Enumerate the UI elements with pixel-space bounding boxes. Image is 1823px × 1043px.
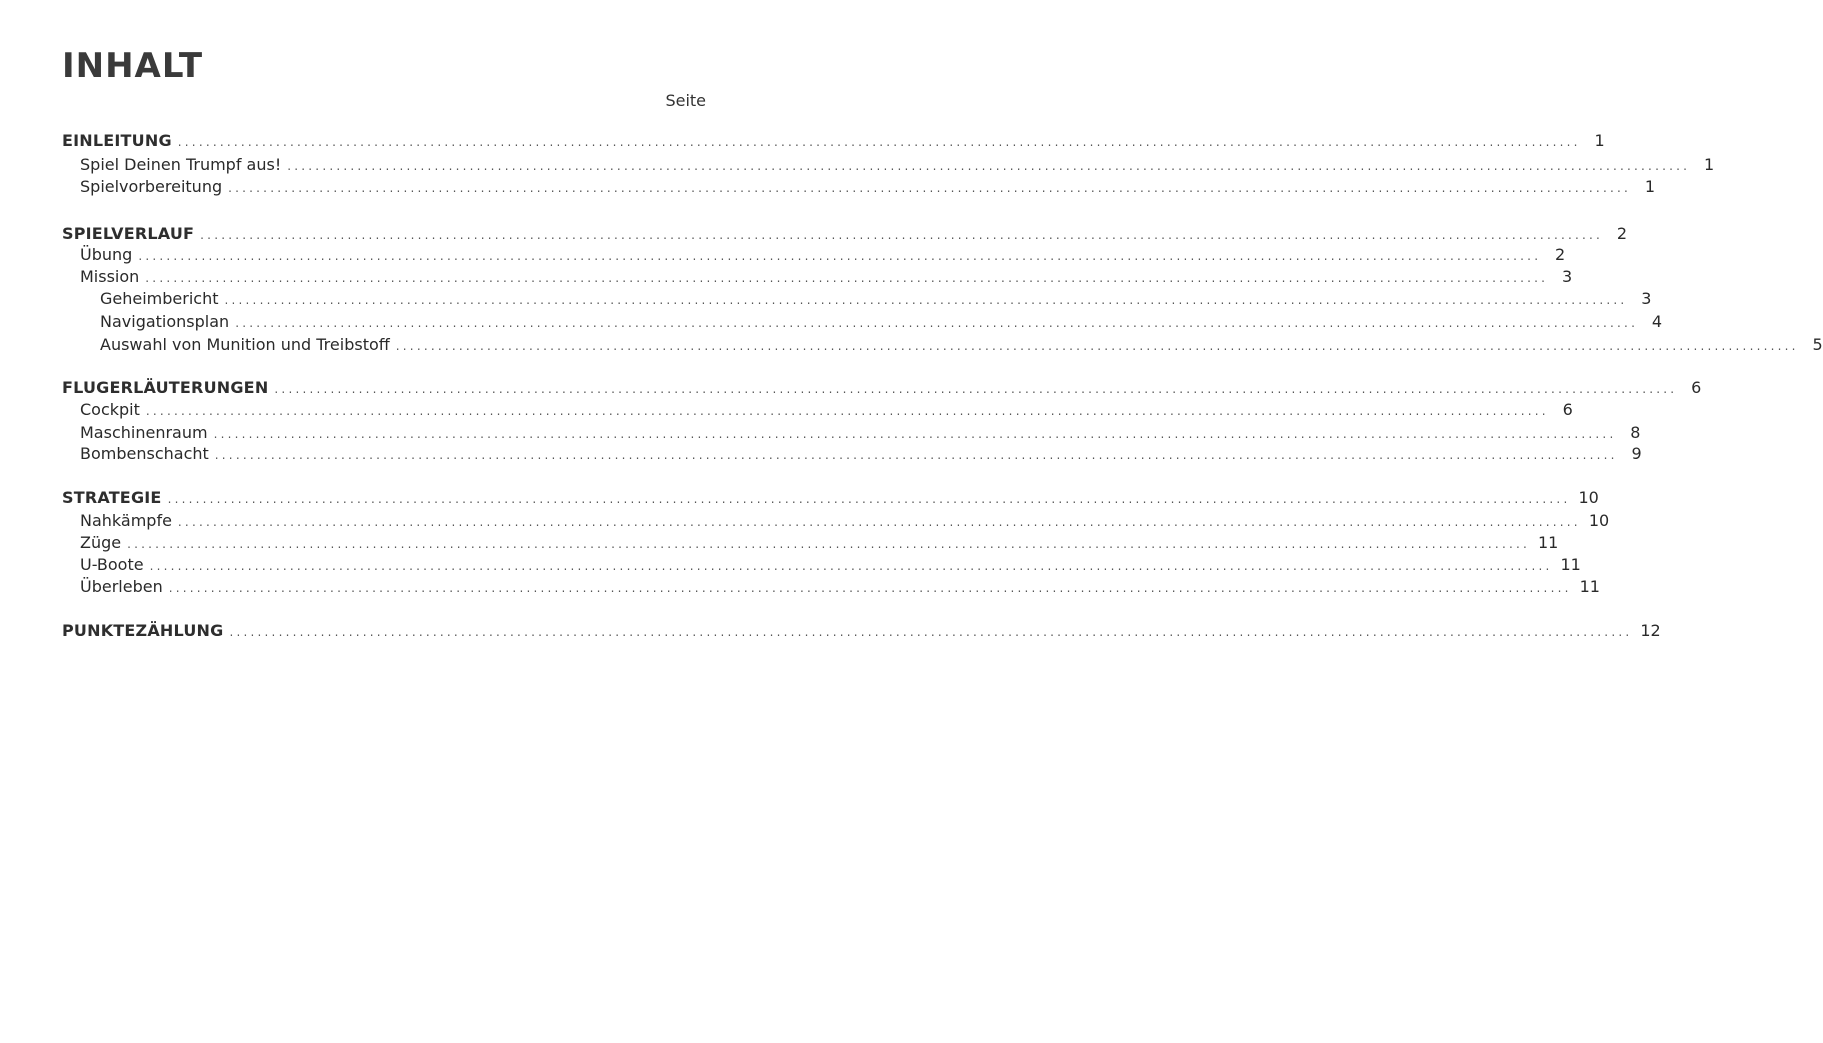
toc-page-number: 6: [1562, 400, 1573, 419]
toc-page-number: 10: [1578, 488, 1599, 507]
toc-entry: [62, 289, 1652, 311]
toc-entry-label: Nahkämpfe: [80, 511, 172, 530]
toc-leader-dots: ........................................................................................................................................................................................................: [145, 271, 1549, 285]
page-column-label: Seite: [665, 91, 706, 110]
toc-page-number: 1: [1703, 155, 1715, 174]
toc-page-number: 9: [1631, 444, 1642, 463]
toc-entry: [62, 245, 1566, 267]
toc-page-number: 11: [1538, 533, 1559, 552]
toc-leader-dots: ........................................................................................................................................................................................................: [149, 559, 1553, 573]
toc-entry-label: Maschinenraum: [80, 423, 208, 442]
toc-page-number: 3: [1562, 267, 1573, 286]
toc-leader-dots: ........................................................................................................................................................................................................: [214, 448, 1618, 462]
toc-entry: [62, 312, 1663, 334]
toc-page-number: 10: [1588, 511, 1610, 530]
toc-entry: [62, 155, 1715, 177]
toc-leader-dots: ........................................................................................................................................................................................................: [213, 427, 1617, 441]
toc-entry-label: STRATEGIE: [62, 488, 162, 507]
toc-page-number: 12: [1640, 621, 1661, 640]
toc-leader-dots: ........................................................................................................................................................................................................: [138, 249, 1542, 263]
toc-entry-label: Spiel Deinen Trumpf aus!: [80, 155, 282, 174]
toc-entry: [62, 378, 1702, 400]
toc-leader-dots: ........................................................................................................................................................................................................: [274, 382, 1678, 396]
toc-entry: [62, 335, 1823, 357]
toc-leader-dots: ........................................................................................................................................................................................................: [395, 339, 1799, 353]
toc-entry: [62, 488, 1599, 510]
toc-page-number: 2: [1555, 245, 1566, 264]
toc-page-number: 8: [1630, 423, 1641, 442]
toc-entry-label: FLUGERLÄUTERUNGEN: [62, 378, 269, 397]
toc-entry-label: PUNKTEZÄHLUNG: [62, 621, 224, 640]
toc-entry-label: Bombenschacht: [80, 444, 209, 463]
toc-entry: [62, 177, 1655, 199]
toc-leader-dots: ........................................................................................................................................................................................................: [177, 515, 1581, 529]
toc-entry-label: Übung: [80, 245, 133, 264]
toc-leader-dots: ........................................................................................................................................................................................................: [167, 492, 1571, 506]
toc-entry: [62, 423, 1641, 445]
toc-entry: [62, 511, 1610, 533]
toc-entry: [62, 533, 1559, 555]
toc-entry-label: EINLEITUNG: [62, 131, 172, 150]
toc-entry: [62, 621, 1661, 643]
toc-leader-dots: ........................................................................................................................................................................................................: [287, 159, 1691, 173]
toc-entry-label: U-Boote: [80, 555, 144, 574]
toc-entry: [62, 444, 1642, 466]
toc-leader-dots: ........................................................................................................................................................................................................: [168, 581, 1572, 595]
toc-entry-label: Mission: [80, 267, 140, 286]
toc-leader-dots: ........................................................................................................................................................................................................: [229, 625, 1633, 639]
toc-entry-label: Züge: [80, 533, 122, 552]
toc-page-number: 1: [1594, 131, 1605, 150]
toc-entry: [62, 267, 1573, 289]
toc-page-number: 11: [1560, 555, 1581, 574]
page-title: INHALT: [62, 46, 204, 86]
toc-entry: [62, 224, 1628, 246]
toc-entry-label: Cockpit: [80, 400, 140, 419]
toc-entry: [62, 577, 1600, 599]
toc-leader-dots: ........................................................................................................................................................................................................: [145, 404, 1549, 418]
toc-leader-dots: ........................................................................................................................................................................................................: [200, 228, 1604, 242]
toc-entry-label: Auswahl von Munition und Treibstoff: [100, 335, 390, 354]
toc-entry-label: Spielvorbereitung: [80, 177, 223, 196]
toc-entry-label: SPIELVERLAUF: [62, 224, 195, 243]
toc-leader-dots: ........................................................................................................................................................................................................: [127, 537, 1530, 551]
toc-page-number: 2: [1616, 224, 1628, 243]
toc-page-number: 1: [1644, 177, 1655, 196]
toc-page-number: 6: [1691, 378, 1702, 397]
toc-leader-dots: ........................................................................................................................................................................................................: [235, 316, 1639, 330]
toc-entry: [62, 555, 1581, 577]
toc-leader-dots: ........................................................................................................................................................................................................: [228, 181, 1631, 195]
toc-page-number: 5: [1812, 335, 1823, 354]
toc-entry-label: Navigationsplan: [100, 312, 230, 331]
toc-page-number: 11: [1579, 577, 1600, 596]
toc-leader-dots: ........................................................................................................................................................................................................: [177, 135, 1581, 149]
toc-page-number: 3: [1641, 289, 1652, 308]
toc-leader-dots: ........................................................................................................................................................................................................: [224, 293, 1628, 307]
toc-entry-label: Geheimbericht: [100, 289, 219, 308]
toc-entry: [62, 400, 1573, 422]
toc-entry: [62, 131, 1605, 153]
toc-page-number: 4: [1651, 312, 1663, 331]
toc-entry-label: Überleben: [80, 577, 163, 596]
